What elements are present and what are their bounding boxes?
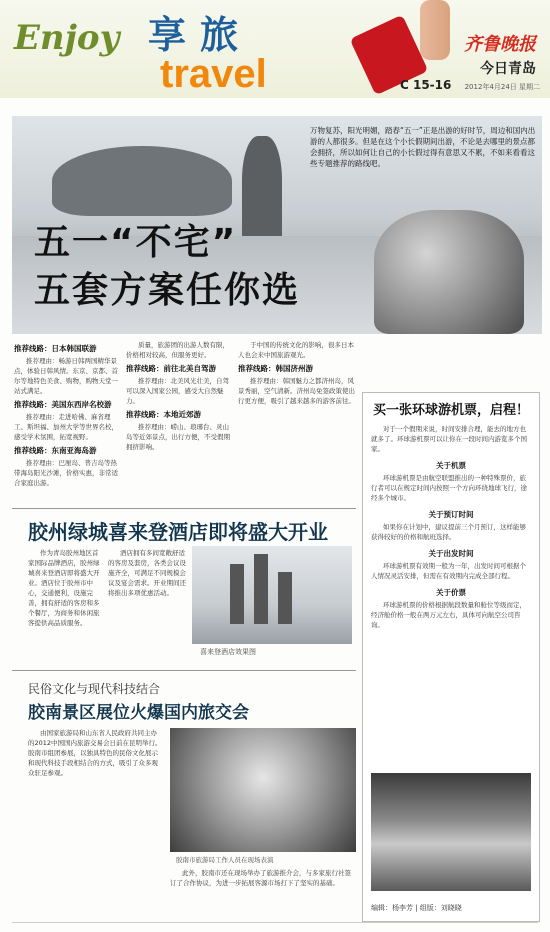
cruise-title: 买一张环球游机票，启程！ xyxy=(372,403,529,418)
article-text: 由国家旅游局和山东省人民政府共同主办的2012中国国内旅游交易会日前在昆明举行。胶南市组团参展，以独具特色的民俗文化展示和现代科技手段相结合的方式，吸引了众多观众驻足参观。 xyxy=(28,729,162,777)
hotel-article-body xyxy=(28,548,104,628)
editor-credits: 编辑：杨李芳 | 组版：刘晓晓 xyxy=(371,904,462,912)
cruise-intro: 对于一个假期来说，时间安排合理，能去的地方也就多了。环球游机票可以让你在一段时间内游览多个国家。 xyxy=(371,425,527,453)
performance-photo xyxy=(170,728,356,852)
hero-subheadline: 五套方案任你选 xyxy=(34,270,301,311)
hero-headline: 五一“不宅” xyxy=(34,222,238,263)
traveler-illustration xyxy=(420,0,450,60)
cruise-text: 环球游机票是由航空联盟推出的一种特殊票价，旅行者可以在规定时间内按照一个方向环绕地球飞行，途经多个城市。 xyxy=(371,474,527,502)
expo-article-title: 胶南景区展位火爆国内旅交会 xyxy=(28,703,249,723)
newspaper-edition: 今日青岛 xyxy=(480,61,536,77)
date-line: 2012年4月24日 星期二 xyxy=(464,83,540,91)
article-text: 酒店拥有多间宽敞舒适的客房及套房，各类会议设施齐全，可满足不同规模会议及宴会需求。开业期间还将推出多项优惠活动。 xyxy=(108,549,186,597)
article-column-c xyxy=(238,340,356,406)
article-column-b xyxy=(126,340,232,452)
hotel-article-body xyxy=(108,548,188,598)
rock-formation xyxy=(52,146,232,216)
cruise-subheading: 关于机票 xyxy=(436,461,466,470)
expo-article-body xyxy=(28,728,162,778)
article-text: 作为青岛胶州地区首家国际品牌酒店，胶州绿城喜来登酒店即将盛大开业。酒店位于胶州市中心，交通便利，设施完善，拥有舒适的客房和多个餐厅，为商务和休闲旅客提供高品质服务。 xyxy=(28,549,100,627)
route-text: 质量，旅游团的出游人数有限，价格相对较高，但服务更好。 xyxy=(126,341,229,359)
rock-pillar xyxy=(242,136,282,246)
hotel-photo xyxy=(192,546,352,644)
folio-line xyxy=(12,922,538,923)
section-divider xyxy=(12,670,356,671)
couple-photo xyxy=(374,210,524,334)
route-heading: 推荐线路：韩国济州游 xyxy=(238,364,313,373)
hero-intro-text: 万物复苏，阳光明媚，踏春“五一”正是出游的好时节，周边和国内出游的人都很多。但是在这个小长假期间出游，不论是去哪里的景点都会拥挤，所以如何让自己的小长假过得有意思又不累，不如来看看这些专题推荐的路线吧。 xyxy=(310,126,536,168)
hotel-photo-caption: 喜来登酒店效果图 xyxy=(200,648,256,656)
cruise-subheading: 关于预订时间 xyxy=(428,510,474,519)
route-heading: 推荐线路：美国东西岸名校游 xyxy=(14,400,112,409)
article-text: 此外，胶南市还在现场举办了旅游推介会，与多家旅行社签订了合作协议，为进一步拓展客源市场打下了坚实的基础。 xyxy=(170,869,351,887)
route-text: 推荐理由：畅游日韩两国精华景点，体验日韩风情。东京、京都、首尔等地特色美食、购物，购物天堂一站式满足。 xyxy=(14,357,118,395)
performance-photo-caption: 胶南市旅游局工作人员在现场表演 xyxy=(176,856,274,864)
expo-article-kicker: 民俗文化与现代科技结合 xyxy=(28,682,161,696)
route-text: 推荐理由：北美风光壮美，自驾可以深入国家公园，感受大自然魅力。 xyxy=(126,377,229,405)
route-heading: 推荐线路：本地近郊游 xyxy=(126,410,201,419)
masthead xyxy=(0,0,550,98)
newspaper-logo: 齐鲁晚报 xyxy=(464,34,536,55)
cruise-text: 环球游机票的价格根据航段数量和舱位等级而定，经济舱价格一般在两万元左右，具体可向航空公司咨询。 xyxy=(371,601,526,629)
section-title-cn: 享旅 xyxy=(148,13,253,57)
route-text: 推荐理由：走进哈佛、麻省理工、斯坦福、加州大学等世界名校，感受学术氛围，拓宽视野。 xyxy=(14,413,118,441)
cruise-text: 环球游机票有效期一般为一年，出发时间可根据个人情况灵活安排，但需在有效期内完成全部行程。 xyxy=(371,562,526,580)
waterfall-photo xyxy=(371,773,531,891)
cruise-subheading: 关于价票 xyxy=(436,588,466,597)
route-heading: 推荐线路：日本韩国联游 xyxy=(14,344,97,353)
hotel-tower xyxy=(230,564,244,624)
page-code: C 15-16 xyxy=(400,78,452,92)
route-heading: 推荐线路：东南亚海岛游 xyxy=(14,446,97,455)
section-title-en: travel xyxy=(160,52,267,96)
hotel-tower xyxy=(278,572,292,624)
cruise-subheading: 关于出发时间 xyxy=(428,549,474,558)
cruise-box xyxy=(362,392,540,922)
route-text: 推荐理由：巴厘岛、普吉岛等热带海岛阳光沙滩，价格实惠，非常适合家庭出游。 xyxy=(14,459,118,487)
route-text: 推荐理由：韩国魅力之都济州岛，风景秀丽，空气清新。济州岛免签政策使出行更方便，吸引了越来越多的游客前往。 xyxy=(238,377,355,405)
section-divider xyxy=(12,508,356,509)
route-heading: 推荐线路：前往北美自驾游 xyxy=(126,364,216,373)
hotel-tower xyxy=(254,554,268,624)
expo-article-body xyxy=(170,868,356,888)
cruise-text: 如果你在计划中，建议提前三个月预订，这样能够获得较好的价格和航班选择。 xyxy=(371,523,526,541)
route-text: 于中国的传统文化的影响，很多日本人也会来中国旅游观光。 xyxy=(238,341,354,359)
article-column-a xyxy=(14,340,120,488)
hotel-article-title: 胶州绿城喜来登酒店即将盛大开业 xyxy=(28,520,328,544)
route-text: 推荐理由：崂山、琅琊台、灵山岛等近郊景点，出行方便，不受假期拥挤影响。 xyxy=(126,423,230,451)
enjoy-logo: Enjoy xyxy=(14,18,120,58)
